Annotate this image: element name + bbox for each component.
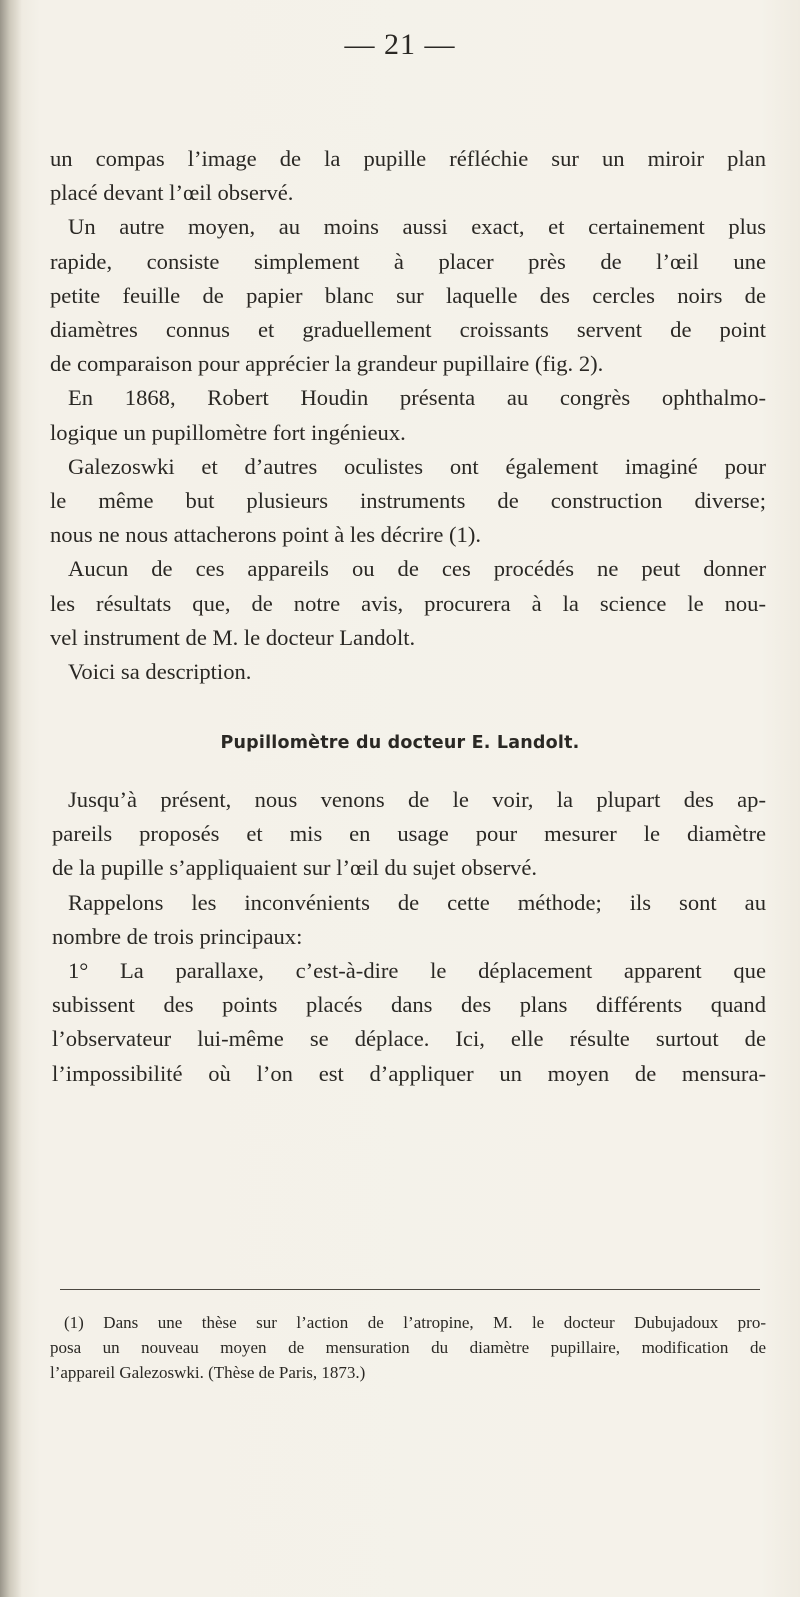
text-line: de la pupille s’appliquaient sur l’œil du sujet observé. <box>52 855 538 881</box>
text-line: rapide, consiste simplement à placer près de l’œil une <box>50 248 766 274</box>
footnote-line: posa un nouveau moyen de mensuration du diamètre pupillaire, modification de <box>50 1338 766 1357</box>
text-line: 1° La parallaxe, c’est-à-dire le déplacement apparent que <box>68 958 766 984</box>
body-text-bottom <box>52 783 766 1091</box>
text-line: Aucun de ces appareils ou de ces procédés ne peut donner <box>68 556 766 582</box>
text-line: diamètres connus et graduellement croissants servent de point <box>50 317 766 343</box>
text-line: En 1868, Robert Houdin présenta au congrès ophthalmo- <box>68 385 766 411</box>
text-line: placé devant l’œil observé. <box>50 180 294 206</box>
text-line: de comparaison pour apprécier la grandeur pupillaire (fig. 2). <box>50 351 604 377</box>
text-line: l’impossibilité où l’on est d’appliquer un moyen de mensura- <box>52 1060 766 1086</box>
text-line: logique un pupillomètre fort ingénieux. <box>50 419 406 445</box>
text-line: les résultats que, de notre avis, procurera à la science le nou- <box>50 590 766 616</box>
section-heading: Pupillomètre du docteur E. Landolt. <box>220 733 580 753</box>
footnote-line: (1) Dans une thèse sur l’action de l’atropine, M. le docteur Dubujadoux pro- <box>64 1313 766 1332</box>
binding-shadow <box>0 0 22 1597</box>
text-line: Rappelons les inconvénients de cette méthode; ils sont au <box>68 889 766 915</box>
body-text-top <box>50 142 766 689</box>
text-line: nous ne nous attacherons point à les décrire (1). <box>50 522 482 548</box>
footnote-line: l’appareil Galezoswki. (Thèse de Paris, 1873.) <box>50 1363 366 1382</box>
footnote-divider <box>60 1289 760 1290</box>
text-line: Un autre moyen, au moins aussi exact, et certainement plus <box>68 214 766 240</box>
footnote <box>50 1310 766 1385</box>
text-line: Voici sa description. <box>68 659 252 685</box>
text-line: pareils proposés et mis en usage pour mesurer le diamètre <box>52 821 766 847</box>
text-line: subissent des points placés dans des plans différents quand <box>52 992 766 1018</box>
text-line: vel instrument de M. le docteur Landolt. <box>50 624 416 650</box>
text-line: Jusqu’à présent, nous venons de le voir, la plupart des ap- <box>68 787 766 812</box>
text-line: Galezoswki et d’autres oculistes ont également imaginé pour <box>68 453 766 479</box>
text-line: petite feuille de papier blanc sur laquelle des cercles noirs de <box>50 282 766 308</box>
text-line: le même but plusieurs instruments de construction diverse; <box>50 488 766 514</box>
page-number: — 21 — <box>344 28 456 61</box>
text-line: un compas l’image de la pupille réfléchie sur un miroir plan <box>50 146 766 171</box>
text-line: nombre de trois principaux: <box>52 923 303 949</box>
text-line: l’observateur lui-même se déplace. Ici, elle résulte surtout de <box>52 1026 766 1052</box>
